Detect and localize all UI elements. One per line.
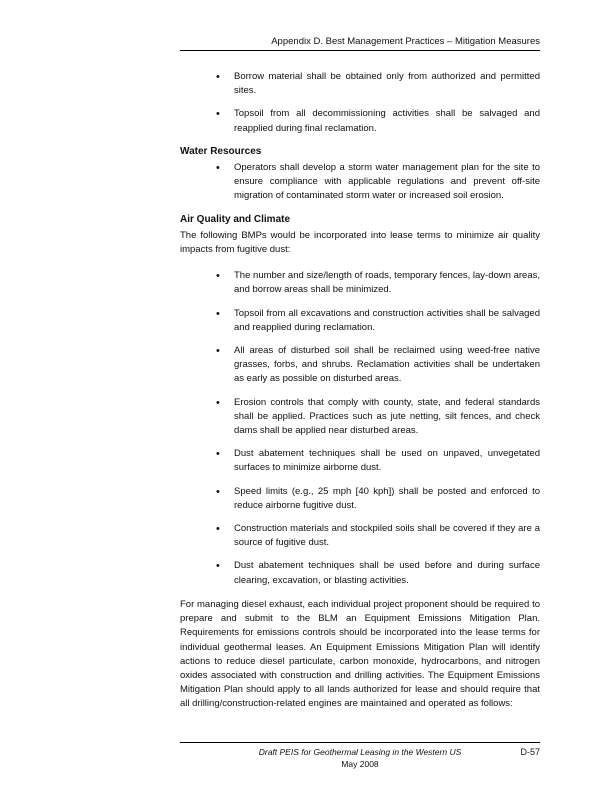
list-item: • Borrow material shall be obtained only from authorized and permitted sites. bbox=[180, 70, 540, 98]
footer-document-title: Draft PEIS for Geothermal Leasing in the Western US bbox=[258, 747, 462, 757]
page-body bbox=[180, 70, 540, 712]
page-number: D-57 bbox=[520, 747, 540, 757]
list-item: • Speed limits (e.g., 25 mph [40 kph]) shall be posted and enforced to reduce airborne fugitive dust. bbox=[180, 485, 540, 513]
footer-date: May 2008 bbox=[341, 759, 379, 769]
running-header bbox=[180, 36, 540, 51]
list-item: • Dust abatement techniques shall be used before and during surface clearing, excavation, or blasting activities. bbox=[180, 559, 540, 587]
list-item: • Operators shall develop a storm water management plan for the site to ensure compliance with applicable regulations and prevent off-site migration of contaminated storm water or increased soil erosion. bbox=[180, 161, 540, 204]
list-item: • All areas of disturbed soil shall be reclaimed using weed-free native grasses, forbs, and shrubs. Reclamation activities shall be undertaken as early as possible on disturbed areas. bbox=[180, 344, 540, 387]
diesel-exhaust-paragraph: For managing diesel exhaust, each individual project proponent should be required to prepare and submit to the BLM an Equipment Emissions Mitigation Plan. Requirements for emissions controls should be incorporated into the lease terms for individual geothermal leases. An Equipment Emissions Mitigation Plan will identify actions to reduce diesel particulate, carbon monoxide, hydrocarbons, and nitrogen oxides associated with construction and drilling activities. The Equipment Emissions Mitigation Plan should apply to all lands authorized for lease and should require that all drilling/construction-related engines are maintained and operated as follows: bbox=[180, 598, 540, 710]
list-item: • Construction materials and stockpiled soils shall be covered if they are a source of fugitive dust. bbox=[180, 522, 540, 550]
list-item: • Topsoil from all decommissioning activities shall be salvaged and reapplied during final reclamation. bbox=[180, 107, 540, 135]
water-bullet-list bbox=[180, 161, 540, 204]
header-title: Appendix D. Best Management Practices – Mitigation Measures bbox=[271, 36, 540, 47]
top-bullet-list bbox=[180, 70, 540, 136]
air-quality-heading: Air Quality and Climate bbox=[180, 213, 291, 225]
list-item: • Topsoil from all excavations and construction activities shall be salvaged and reapplied during reclamation. bbox=[180, 307, 540, 335]
air-bullet-list bbox=[180, 269, 540, 588]
page-footer bbox=[180, 742, 540, 769]
water-resources-heading: Water Resources bbox=[180, 145, 262, 157]
air-quality-intro: The following BMPs would be incorporated into lease terms to minimize air quality impacts from fugitive dust: bbox=[180, 229, 540, 256]
list-item: • The number and size/length of roads, temporary fences, lay-down areas, and borrow areas shall be minimized. bbox=[180, 269, 540, 297]
list-item: • Dust abatement techniques shall be used on unpaved, unvegetated surfaces to minimize airborne dust. bbox=[180, 447, 540, 475]
list-item: • Erosion controls that comply with county, state, and federal standards shall be applied. Practices such as jute netting, silt fences, and check dams shall be applied near disturbed areas. bbox=[180, 396, 540, 439]
